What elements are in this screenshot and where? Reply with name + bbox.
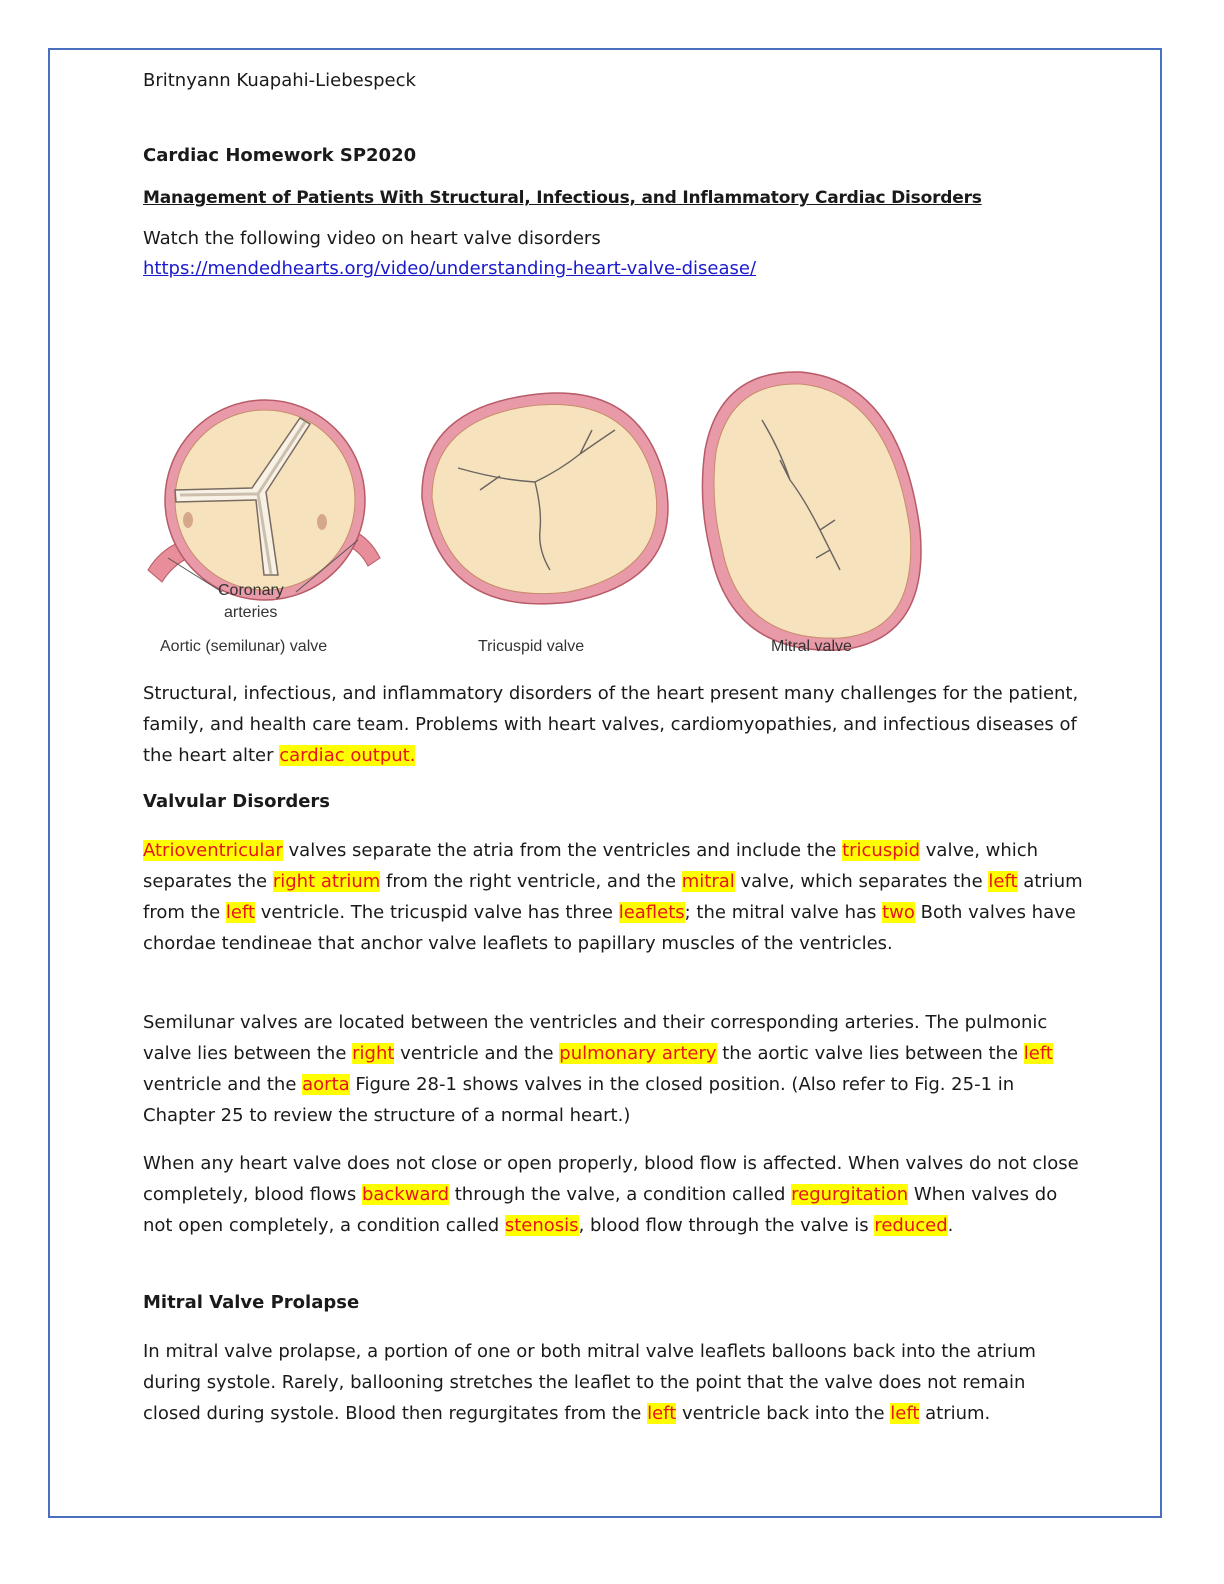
- highlight: aorta: [302, 1074, 350, 1095]
- chapter-subtitle: Management of Patients With Structural, Infectious, and Inflammatory Cardiac Disorders: [143, 188, 982, 208]
- highlight: pulmonary artery: [559, 1043, 717, 1064]
- text: ; the mitral valve has: [684, 902, 883, 923]
- highlight: left: [225, 902, 256, 923]
- coronary-label-line2: arteries: [224, 604, 278, 621]
- intro-sentence: Watch the following video on heart valve disorders: [143, 228, 601, 249]
- highlight: right: [352, 1043, 395, 1064]
- highlight: leaflets: [618, 902, 685, 923]
- text: ventricle back into the: [676, 1403, 891, 1424]
- mvp-heading: Mitral Valve Prolapse: [143, 1292, 360, 1313]
- valvular-paragraph: [143, 835, 1083, 959]
- highlight: backward: [361, 1184, 449, 1205]
- text: valve, which separates the: [734, 871, 989, 892]
- mitral-valve-caption: Mitral valve: [771, 638, 852, 655]
- tricuspid-valve-caption: Tricuspid valve: [478, 638, 585, 655]
- highlight: cardiac output.: [279, 745, 416, 766]
- text: When valves do not open completely, a condition called: [143, 1184, 1058, 1236]
- assignment-title: Cardiac Homework SP2020: [143, 145, 417, 166]
- highlight: stenosis: [504, 1215, 579, 1236]
- highlight: left: [988, 871, 1018, 892]
- highlight: Atrioventricular: [143, 840, 283, 861]
- author-name: Britnyann Kuapahi-Liebespeck: [143, 70, 416, 91]
- highlight: two: [882, 902, 915, 923]
- aortic-valve-caption: Aortic (semilunar) valve: [160, 638, 328, 655]
- text: atrium.: [919, 1403, 991, 1424]
- highlight: left: [890, 1403, 920, 1424]
- aortic-valve-drawing: [148, 400, 380, 600]
- intro-paragraph: [143, 678, 1083, 771]
- highlight: mitral: [681, 871, 735, 892]
- text: from the right ventricle, and the: [380, 871, 682, 892]
- highlight: reduced: [874, 1215, 948, 1236]
- text: When any heart valve does not close or open properly, blood flow is affected. When valves do not close completely, blood flows: [143, 1153, 1079, 1205]
- highlight: regurgitation: [791, 1184, 909, 1205]
- text: atrium from the: [143, 871, 1083, 923]
- text: ventricle and the: [394, 1043, 560, 1064]
- page-header: [143, 70, 1083, 284]
- video-link[interactable]: https://mendedhearts.org/video/understanding-heart-valve-disease/: [143, 258, 757, 279]
- text: the aortic valve lies between the: [716, 1043, 1024, 1064]
- text: ventricle and the: [143, 1074, 303, 1095]
- text: Structural, infectious, and inflammatory disorders of the heart present many challenges for the patient, family, and health care team. Problems with heart valves, cardiomyopathies, and infectious diseases of the heart alter: [143, 683, 1079, 766]
- semilunar-paragraph: [143, 1007, 1083, 1131]
- intro-text: [143, 224, 1083, 284]
- highlight: right atrium: [272, 871, 381, 892]
- text: In mitral valve prolapse, a portion of one or both mitral valve leaflets balloons back into the atrium during systole. Rarely, ballooning stretches the leaflet to the point that the valve does not remain closed during systole. Blood then regurgitates from the: [143, 1341, 1036, 1424]
- text: ventricle. The tricuspid valve has three: [255, 902, 619, 923]
- highlight: left: [647, 1403, 677, 1424]
- flow-paragraph: [143, 1148, 1083, 1241]
- text: valve, which separates the: [143, 840, 1039, 892]
- highlight: tricuspid: [842, 840, 921, 861]
- tricuspid-valve-drawing: [422, 393, 668, 604]
- text: Semilunar valves are located between the ventricles and their corresponding arteries. The pulmonic valve lies between the: [143, 1012, 1048, 1064]
- text: valves separate the atria from the ventricles and include the: [282, 840, 843, 861]
- valve-figure: [140, 370, 940, 665]
- text: Both valves have chordae tendineae that anchor valve leaflets to papillary muscles of the ventricles.: [143, 902, 1076, 954]
- text: , blood flow through the valve is: [578, 1215, 875, 1236]
- text: Figure 28-1 shows valves in the closed position. (Also refer to Fig. 25-1 in Chapter 25 to review the structure of a normal heart.): [143, 1074, 1015, 1126]
- valvular-heading: Valvular Disorders: [143, 791, 331, 812]
- text: .: [947, 1215, 954, 1236]
- coronary-label-line1: Coronary: [218, 582, 284, 599]
- highlight: left: [1023, 1043, 1053, 1064]
- text: through the valve, a condition called: [449, 1184, 792, 1205]
- mvp-paragraph: [143, 1336, 1083, 1429]
- mitral-valve-drawing: [702, 372, 921, 650]
